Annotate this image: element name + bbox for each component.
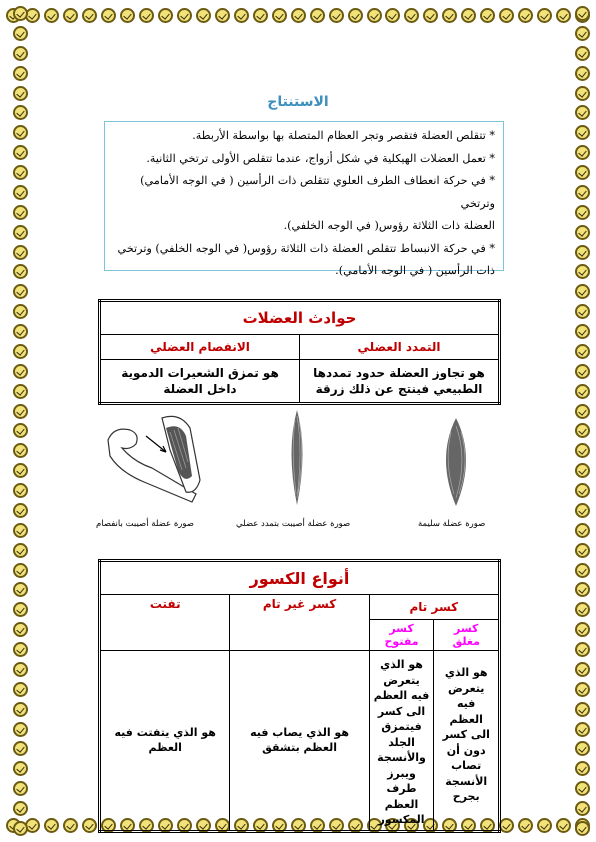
border-ring-icon bbox=[480, 8, 495, 23]
border-ring-icon bbox=[13, 364, 28, 379]
healthy-muscle-image bbox=[436, 418, 476, 506]
border-ring-icon bbox=[575, 284, 590, 299]
border-ring-icon bbox=[575, 722, 590, 737]
border-ring-icon bbox=[556, 818, 571, 833]
border-ring-icon bbox=[13, 66, 28, 81]
border-ring-icon bbox=[13, 622, 28, 637]
border-ring-icon bbox=[385, 8, 400, 23]
border-ring-icon bbox=[13, 563, 28, 578]
border-ring-icon bbox=[44, 8, 59, 23]
closed-fracture-definition: هو الذي يتعرض فيه العظم الى كسر دون أن تصاب الأنسجة بجرح bbox=[434, 651, 500, 832]
border-ring-icon bbox=[291, 8, 306, 23]
border-ring-icon bbox=[537, 8, 552, 23]
border-ring-icon bbox=[13, 543, 28, 558]
conclusion-line: ذات الرأسين ( في الوجه الأمامي). bbox=[335, 264, 495, 277]
strained-muscle-caption: صورة عضلة أصيبت بتمدد عضلي bbox=[236, 519, 351, 529]
border-ring-icon bbox=[13, 423, 28, 438]
conclusion-line: * تتقلص العضلة فتقصر وتجر العظام المتصلة بها بواسطة الأربطة. bbox=[192, 129, 495, 142]
border-ring-icon bbox=[13, 741, 28, 756]
closed-fracture-header: كسر مغلق bbox=[434, 620, 500, 651]
accidents-title: حوادث العضلات bbox=[100, 301, 500, 335]
border-ring-icon bbox=[575, 821, 590, 836]
border-ring-icon bbox=[13, 26, 28, 41]
border-ring-icon bbox=[13, 503, 28, 518]
border-ring-icon bbox=[575, 165, 590, 180]
conclusion-box bbox=[104, 121, 504, 277]
conclusion-line: * في حركة الانبساط تتقلص العضلة ذات الثلاثة رؤوس( في الوجه الخلفي) وترتخي bbox=[117, 241, 495, 255]
border-ring-icon bbox=[575, 205, 590, 220]
border-ring-icon bbox=[575, 324, 590, 339]
border-ring-icon bbox=[575, 702, 590, 717]
border-ring-icon bbox=[13, 165, 28, 180]
border-ring-icon bbox=[442, 8, 457, 23]
fracture-types-table bbox=[98, 559, 501, 833]
border-ring-icon bbox=[575, 642, 590, 657]
conclusion-line: * تعمل العضلات الهيكلية في شكل أزواج، عندما تتقلص الأولى ترتخي الثانية. bbox=[146, 151, 495, 165]
border-ring-icon bbox=[120, 8, 135, 23]
border-ring-icon bbox=[499, 8, 514, 23]
open-fracture-header: كسر مفتوح bbox=[369, 620, 434, 651]
border-ring-icon bbox=[575, 125, 590, 140]
border-ring-icon bbox=[63, 8, 78, 23]
torn-muscle-caption: صورة عضلة أصيبت بانفصام bbox=[96, 519, 194, 529]
border-ring-icon bbox=[404, 8, 419, 23]
page-border-left bbox=[8, 0, 28, 842]
border-ring-icon bbox=[13, 384, 28, 399]
strain-header: التمدد العضلي bbox=[300, 335, 500, 360]
border-ring-icon bbox=[13, 662, 28, 677]
incomplete-fracture-definition: هو الذي يصاب فيه العظم بتشقق bbox=[230, 651, 369, 832]
border-ring-icon bbox=[575, 46, 590, 61]
border-ring-icon bbox=[575, 523, 590, 538]
border-ring-icon bbox=[139, 8, 154, 23]
tear-definition: هو تمزق الشعيرات الدموية داخل العضلة bbox=[100, 360, 300, 404]
border-ring-icon bbox=[13, 582, 28, 597]
border-ring-icon bbox=[13, 463, 28, 478]
border-ring-icon bbox=[575, 423, 590, 438]
border-ring-icon bbox=[13, 344, 28, 359]
border-ring-icon bbox=[575, 483, 590, 498]
border-ring-icon bbox=[537, 818, 552, 833]
border-ring-icon bbox=[329, 8, 344, 23]
border-ring-icon bbox=[575, 761, 590, 776]
border-ring-icon bbox=[575, 384, 590, 399]
border-ring-icon bbox=[13, 801, 28, 816]
border-ring-icon bbox=[348, 8, 363, 23]
shattered-fracture-header: تفتت bbox=[100, 595, 230, 651]
border-ring-icon bbox=[575, 185, 590, 200]
border-ring-icon bbox=[575, 245, 590, 260]
border-ring-icon bbox=[575, 622, 590, 637]
border-ring-icon bbox=[13, 304, 28, 319]
incomplete-fracture-header: كسر غير تام bbox=[230, 595, 369, 651]
shattered-fracture-definition: هو الذي يتفتت فيه العظم bbox=[100, 651, 230, 832]
page-border-right bbox=[570, 0, 590, 842]
border-ring-icon bbox=[575, 662, 590, 677]
border-ring-icon bbox=[13, 443, 28, 458]
strain-definition: هو تجاوز العضلة حدود تمددها الطبيعي فينتج عن ذلك زرقة bbox=[300, 360, 500, 404]
border-ring-icon bbox=[575, 364, 590, 379]
border-ring-icon bbox=[177, 8, 192, 23]
border-ring-icon bbox=[13, 702, 28, 717]
border-ring-icon bbox=[215, 8, 230, 23]
border-ring-icon bbox=[310, 8, 325, 23]
border-ring-icon bbox=[575, 801, 590, 816]
border-ring-icon bbox=[13, 46, 28, 61]
border-ring-icon bbox=[575, 264, 590, 279]
border-ring-icon bbox=[234, 8, 249, 23]
border-ring-icon bbox=[13, 225, 28, 240]
border-ring-icon bbox=[575, 6, 590, 21]
border-ring-icon bbox=[575, 582, 590, 597]
border-ring-icon bbox=[575, 344, 590, 359]
border-ring-icon bbox=[575, 66, 590, 81]
fractures-title: أنواع الكسور bbox=[100, 561, 500, 595]
border-ring-icon bbox=[13, 483, 28, 498]
border-ring-icon bbox=[158, 8, 173, 23]
border-ring-icon bbox=[253, 8, 268, 23]
border-ring-icon bbox=[13, 523, 28, 538]
border-ring-icon bbox=[575, 225, 590, 240]
border-ring-icon bbox=[575, 404, 590, 419]
border-ring-icon bbox=[13, 821, 28, 836]
border-ring-icon bbox=[518, 818, 533, 833]
border-ring-icon bbox=[13, 6, 28, 21]
strained-muscle-image bbox=[282, 410, 312, 505]
border-ring-icon bbox=[13, 264, 28, 279]
tear-header: الانفصام العضلي bbox=[100, 335, 300, 360]
border-ring-icon bbox=[82, 8, 97, 23]
border-ring-icon bbox=[82, 818, 97, 833]
open-fracture-definition: هو الذي يتعرض فيه العظم الى كسر فيتمزق الجلد والأنسجة ويبرز طرف العظم المكسور bbox=[369, 651, 434, 832]
border-ring-icon bbox=[518, 8, 533, 23]
border-ring-icon bbox=[13, 781, 28, 796]
border-ring-icon bbox=[575, 543, 590, 558]
page-border-top bbox=[0, 8, 596, 28]
border-ring-icon bbox=[272, 8, 287, 23]
border-ring-icon bbox=[575, 145, 590, 160]
border-ring-icon bbox=[13, 404, 28, 419]
border-ring-icon bbox=[575, 781, 590, 796]
border-ring-icon bbox=[575, 26, 590, 41]
border-ring-icon bbox=[556, 8, 571, 23]
border-ring-icon bbox=[575, 563, 590, 578]
border-ring-icon bbox=[13, 602, 28, 617]
conclusion-title: الاستنتاج bbox=[267, 94, 329, 110]
conclusion-line: العضلة ذات الثلاثة رؤوس( في الوجه الخلفي). bbox=[283, 219, 495, 232]
border-ring-icon bbox=[423, 8, 438, 23]
torn-muscle-arm-image bbox=[100, 410, 210, 505]
border-ring-icon bbox=[367, 8, 382, 23]
border-ring-icon bbox=[13, 284, 28, 299]
muscle-figures bbox=[96, 410, 506, 530]
healthy-muscle-caption: صورة عضلة سليمة bbox=[418, 519, 486, 529]
border-ring-icon bbox=[575, 602, 590, 617]
border-ring-icon bbox=[575, 443, 590, 458]
border-ring-icon bbox=[13, 761, 28, 776]
border-ring-icon bbox=[575, 503, 590, 518]
border-ring-icon bbox=[13, 125, 28, 140]
border-ring-icon bbox=[13, 324, 28, 339]
border-ring-icon bbox=[101, 8, 116, 23]
border-ring-icon bbox=[13, 245, 28, 260]
border-ring-icon bbox=[13, 145, 28, 160]
border-ring-icon bbox=[44, 818, 59, 833]
border-ring-icon bbox=[575, 304, 590, 319]
border-ring-icon bbox=[575, 463, 590, 478]
border-ring-icon bbox=[13, 185, 28, 200]
conclusion-line: * في حركة انعطاف الطرف العلوي تتقلص ذات الرأسين ( في الوجه الأمامي) وترتخي bbox=[140, 174, 495, 210]
border-ring-icon bbox=[196, 8, 211, 23]
border-ring-icon bbox=[13, 205, 28, 220]
border-ring-icon bbox=[461, 8, 476, 23]
border-ring-icon bbox=[63, 818, 78, 833]
border-ring-icon bbox=[499, 818, 514, 833]
muscle-accidents-table bbox=[98, 299, 501, 405]
border-ring-icon bbox=[575, 682, 590, 697]
border-ring-icon bbox=[13, 642, 28, 657]
border-ring-icon bbox=[13, 682, 28, 697]
border-ring-icon bbox=[575, 741, 590, 756]
border-ring-icon bbox=[13, 722, 28, 737]
complete-fracture-header: كسر تام bbox=[369, 595, 499, 620]
